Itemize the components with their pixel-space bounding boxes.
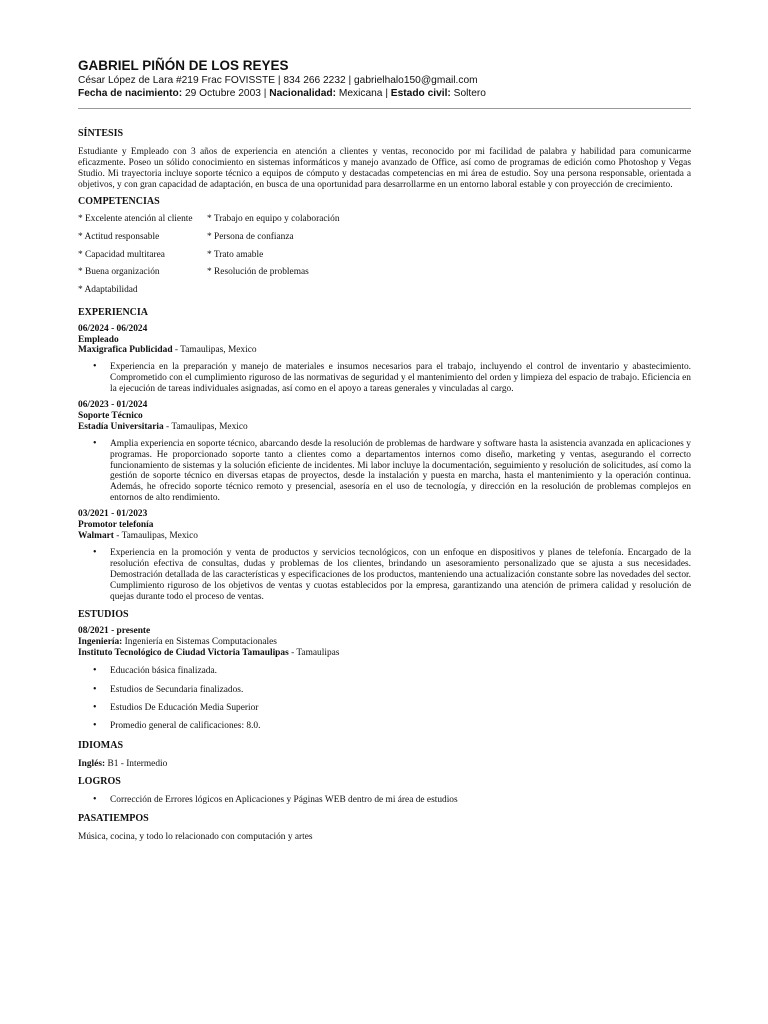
skills-row	[78, 211, 691, 229]
education-dates: 08/2021 - presente	[78, 626, 151, 637]
skill-item: * Excelente atención al cliente	[78, 214, 193, 225]
resume-body	[78, 128, 691, 843]
skills-row	[78, 282, 691, 300]
list-item: • Experiencia en la preparación y manejo de materiales e insumos necesarios para el trabajo, incluyendo el control de inventario y abastecimiento. Comprometido con el cumplimiento riguroso de las normativas de seguridad y el mantenimiento del orden y limpieza del espacio de trabajo. Eficiencia en la ejecución de tareas individuales asignadas, así como en el apoyo a tareas generales y vinculadas al cargo.	[110, 362, 691, 395]
job-company-line	[78, 531, 691, 542]
job-role: Empleado	[78, 334, 119, 345]
section-title: COMPETENCIAS	[78, 195, 160, 207]
section-title: ESTUDIOS	[78, 609, 129, 621]
list-item: • Corrección de Errores lógicos en Aplicaciones y Páginas WEB dentro de mi área de estudios	[110, 795, 691, 806]
list-item: • Educación básica finalizada.	[110, 666, 691, 677]
section-logros	[78, 776, 691, 806]
job-dates: 03/2021 - 01/2023	[78, 509, 148, 520]
skill-item: * Persona de confianza	[207, 231, 294, 242]
language-level: B1 - Intermedio	[107, 758, 168, 769]
summary-text: Estudiante y Empleado con 3 años de experiencia en atención a clientes y ventas, reconocido por mi facilidad de palabra y habilidad para comunicarme eficazmente. Poseo un sólido conocimiento en sistemas informáticos y manejo avanzado de Office, así como de programas de edición como Photoshop y Vegas Studio. Mi trayectoria incluye soporte técnico a equipos de cómputo y destacadas competencias en mi área de estudio. Soy una persona responsable, orientada a objetivos, y con gran capacidad de adaptación, en busca de una oportunidad para desarrollarme en un entorno laboral estable y con proyección de crecimiento.	[78, 147, 691, 190]
list-item: • Amplia experiencia en soporte técnico, abarcando desde la resolución de problemas de hardware y software hasta la asistencia avanzada en aplicaciones y programas. He proporcionado soporte tanto a clientes como a departamentos internos como diseño, marketing y ventas, asegurando el correcto funcionamiento de sistemas y la solución eficiente de incidentes. Mi labor incluye la documentación, seguimiento y resolución de solicitudes, así como la gestión de soporte técnico en diversas etapas de proyectos, desde la instalación y puesta en marcha, hasta el mantenimiento y la operación continua. Además, he ofrecido soporte técnico remoto y presencial, asesoría en el uso de tecnología, y dirección en la resolución de problemas complejos en entornos de alto rendimiento.	[110, 439, 691, 504]
section-estudios	[78, 609, 691, 732]
job-location: - Tamaulipas, Mexico	[163, 421, 248, 432]
section-competencias	[78, 196, 691, 300]
section-title: EXPERIENCIA	[78, 306, 149, 318]
job-dates: 06/2023 - 01/2024	[78, 400, 148, 411]
section-title: PASATIEMPOS	[78, 813, 149, 825]
job-bullets	[78, 362, 691, 395]
job-company-line	[78, 422, 691, 433]
job-entry	[78, 509, 691, 602]
nationality-value: Mexicana	[338, 88, 383, 99]
contact-line: César López de Lara #219 Frac FOVISSTE | 834 266 2232 | gabrielhalo150@gmail.com	[78, 75, 478, 86]
degree-line	[78, 637, 691, 648]
section-pasatiempos	[78, 813, 691, 843]
skills-grid	[78, 211, 691, 300]
birth-label: Fecha de nacimiento:	[78, 88, 183, 99]
achievements-list	[78, 795, 691, 806]
job-role: Soporte Técnico	[78, 410, 143, 421]
skill-item: * Trato amable	[207, 249, 264, 260]
skill-item: * Actitud responsable	[78, 231, 160, 242]
list-item: • Estudios De Educación Media Superior	[110, 703, 691, 714]
civil-status-value: Soltero	[453, 88, 486, 99]
job-company: Walmart	[78, 531, 114, 542]
job-company-line	[78, 345, 691, 356]
skill-item: * Buena organización	[78, 267, 160, 278]
institution-location: - Tamaulipas	[288, 648, 340, 659]
list-item: • Estudios de Secundaria finalizados.	[110, 685, 691, 696]
section-title: SÍNTESIS	[78, 128, 124, 139]
skill-item: * Trabajo en equipo y colaboración	[207, 214, 340, 225]
birth-value: 29 Octubre 2003	[185, 88, 261, 99]
candidate-name: GABRIEL PIÑÓN DE LOS REYES	[78, 58, 289, 73]
skills-row	[78, 264, 691, 282]
skills-row	[78, 228, 691, 246]
job-location: - Tamaulipas, Mexico	[172, 345, 257, 356]
hobbies-text: Música, cocina, y todo lo relacionado con computación y artes	[78, 832, 313, 843]
job-bullets	[78, 548, 691, 603]
language-label: Inglés:	[78, 758, 106, 769]
nationality-label: Nacionalidad:	[269, 88, 337, 99]
job-company: Estadía Universitaria	[78, 421, 164, 432]
job-entry	[78, 324, 691, 395]
job-dates: 06/2024 - 06/2024	[78, 323, 148, 334]
job-company: Maxigrafica Publicidad	[78, 345, 173, 356]
civil-status-label: Estado civil:	[390, 88, 451, 99]
skill-item: * Adaptabilidad	[78, 285, 138, 296]
list-item: • Promedio general de calificaciones: 8.0.	[110, 721, 691, 732]
resume-page	[78, 58, 691, 849]
job-bullets	[78, 439, 691, 504]
job-entry	[78, 400, 691, 504]
job-location: - Tamaulipas, Mexico	[113, 531, 198, 542]
degree-label: Ingeniería:	[78, 637, 123, 648]
institution-name: Instituto Tecnológico de Ciudad Victoria Tamaulipas	[78, 648, 289, 659]
skill-item: * Resolución de problemas	[207, 267, 309, 278]
personal-info-line	[78, 87, 691, 100]
section-idiomas	[78, 740, 691, 770]
separator: |	[260, 88, 270, 99]
skills-row	[78, 246, 691, 264]
section-title: LOGROS	[78, 775, 121, 787]
section-sintesis	[78, 128, 691, 191]
resume-header	[78, 58, 691, 100]
institution-line	[78, 648, 691, 659]
skill-item: * Capacidad multitarea	[78, 249, 165, 260]
education-entry	[78, 626, 691, 732]
language-line	[78, 759, 691, 770]
degree-value: Ingeniería en Sistemas Computacionales	[124, 637, 277, 648]
section-title: IDIOMAS	[78, 739, 124, 751]
list-item: • Experiencia en la promoción y venta de productos y servicios tecnológicos, con un enfoque en dispositivos y planes de telefonía. Encargado de la resolución efectiva de consultas, dudas y problemas de los clientes, brindando un asesoramiento personalizado que se ajusta a sus necesidades. Demostración detallada de las características y especificaciones de los productos, manteniendo una actualización constante sobre las novedades del sector. Cumplimiento riguroso de los objetivos de ventas y cuotas establecidos por la empresa, garantizando una atención de primera calidad y resolución de quejas durante todo el proceso de ventas.	[110, 548, 691, 603]
section-experiencia	[78, 307, 691, 603]
job-role: Promotor telefonía	[78, 520, 154, 531]
header-divider	[78, 108, 691, 109]
education-bullets	[78, 666, 691, 732]
separator: |	[382, 88, 391, 99]
